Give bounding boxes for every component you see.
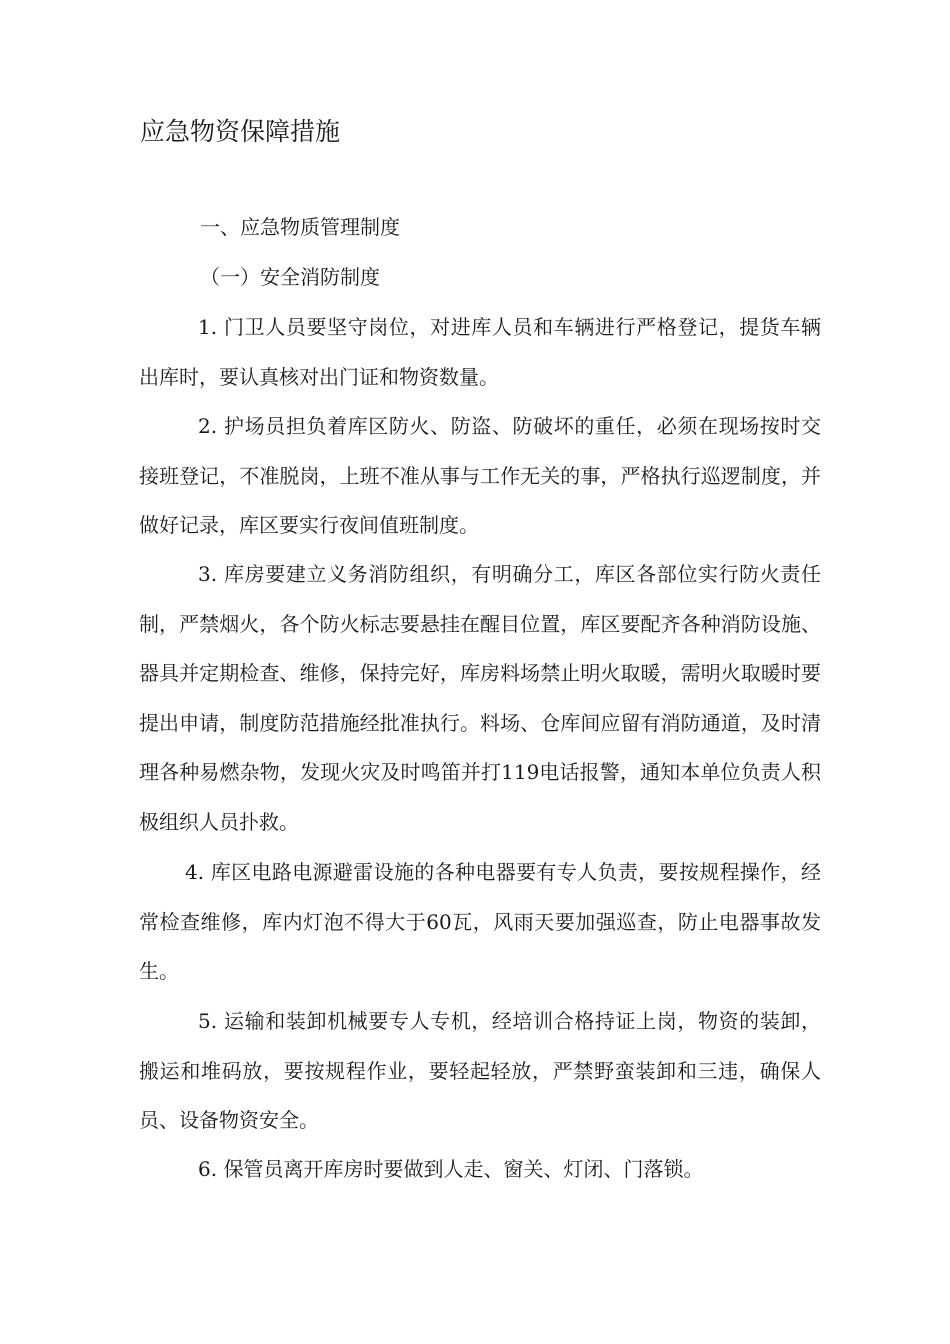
paragraph-3: 3. 库房要建立义务消防组织，有明确分工，库区各部位实行防火责任制，严禁烟火，各个防火标志要悬挂在醒目位置，库区要配齐各种消防设施、器具并定期检查、维修，保持完好，库房料场禁止明火取暖，需明火取暖时要提出申请，制度防范措施经批准执行。料场、仓库间应留有消防通道，及时清理各种易燃杂物，发现火灾及时鸣笛并打119电话报警，通知本单位负责人积极组织人员扑救。 <box>139 562 821 834</box>
section-heading: 一、应急物质管理制度 <box>200 215 400 239</box>
paragraph-2: 2. 护场员担负着库区防火、防盗、防破坏的重任，必须在现场按时交接班登记，不准脱岗，上班不准从事与工作无关的事，严格执行巡逻制度，并做好记录，库区要实行夜间值班制度。 <box>139 414 821 537</box>
paragraph-4: 4. 库区电路电源避雷设施的各种电器要有专人负责，要按规程操作，经常检查维修，库内灯泡不得大于60瓦，风雨天要加强巡查，防止电器事故发生。 <box>139 860 821 983</box>
subsection-heading: （一）安全消防制度 <box>200 265 380 289</box>
paragraph-6: 6. 保管员离开库房时要做到人走、窗关、灯闭、门落锁。 <box>198 1157 704 1181</box>
paragraph-1: 1. 门卫人员要坚守岗位，对进库人员和车辆进行严格登记，提货车辆出库时，要认真核对出门证和物资数量。 <box>139 315 821 389</box>
paragraph-5: 5. 运输和装卸机械要专人专机，经培训合格持证上岗，物资的装卸，搬运和堆码放，要按规程作业，要轻起轻放，严禁野蛮装卸和三违，确保人员、设备物资安全。 <box>139 1009 821 1132</box>
document-title: 应急物资保障措施 <box>140 117 341 146</box>
